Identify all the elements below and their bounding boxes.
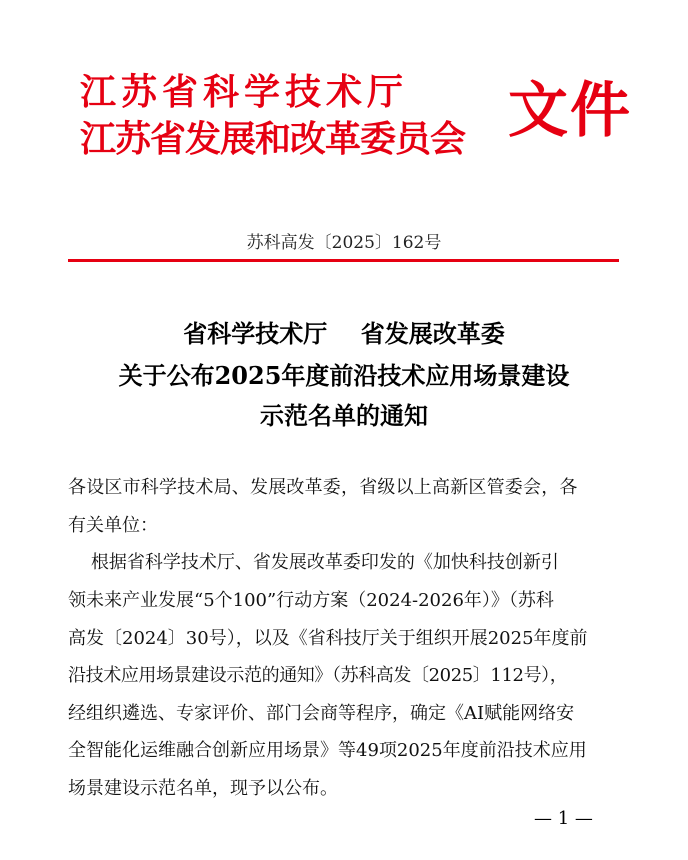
body-line: 场景建设示范名单，现予以公布。 bbox=[68, 778, 338, 799]
title-line-1: 省科学技术厅 省发展改革委 bbox=[183, 319, 505, 348]
document-number: 苏科高发〔2025〕162号 bbox=[246, 233, 442, 253]
issuer-name-ndrc: 江苏省发展和改革委员会 bbox=[80, 118, 466, 160]
body-line: 领未来产业发展“5个100”行动方案（2024-2026年）》（苏科 bbox=[68, 590, 554, 611]
body-line: 各设区市科学技术局、发展改革委，省级以上高新区管委会，各 bbox=[68, 477, 578, 498]
issuer-name-science-dept: 江苏省科学技术厅 bbox=[80, 71, 409, 113]
body-line: 经组织遴选、专家评价、部门会商等程序，确定《AI赋能网络安 bbox=[68, 703, 575, 724]
title-line-3: 示范名单的通知 bbox=[260, 401, 428, 430]
body-line: 根据省科学技术厅、省发展改革委印发的《加快科技创新引 bbox=[68, 552, 559, 573]
body-line: 沿技术应用场景建设示范的通知》（苏科高发〔2025〕112号）， bbox=[68, 665, 568, 686]
red-separator-line bbox=[68, 259, 619, 262]
page-number: — 1 — bbox=[534, 808, 593, 829]
document-label: 文件 bbox=[508, 76, 632, 146]
title-line-2: 关于公布2025年度前沿技术应用场景建设 bbox=[118, 361, 570, 390]
body-line: 高发〔2024〕30号），以及《省科技厅关于组织开展2025年度前 bbox=[68, 628, 588, 649]
body-line: 有关单位： bbox=[68, 515, 158, 536]
body-line: 全智能化运维融合创新应用场景》等49项2025年度前沿技术应用 bbox=[68, 740, 587, 761]
